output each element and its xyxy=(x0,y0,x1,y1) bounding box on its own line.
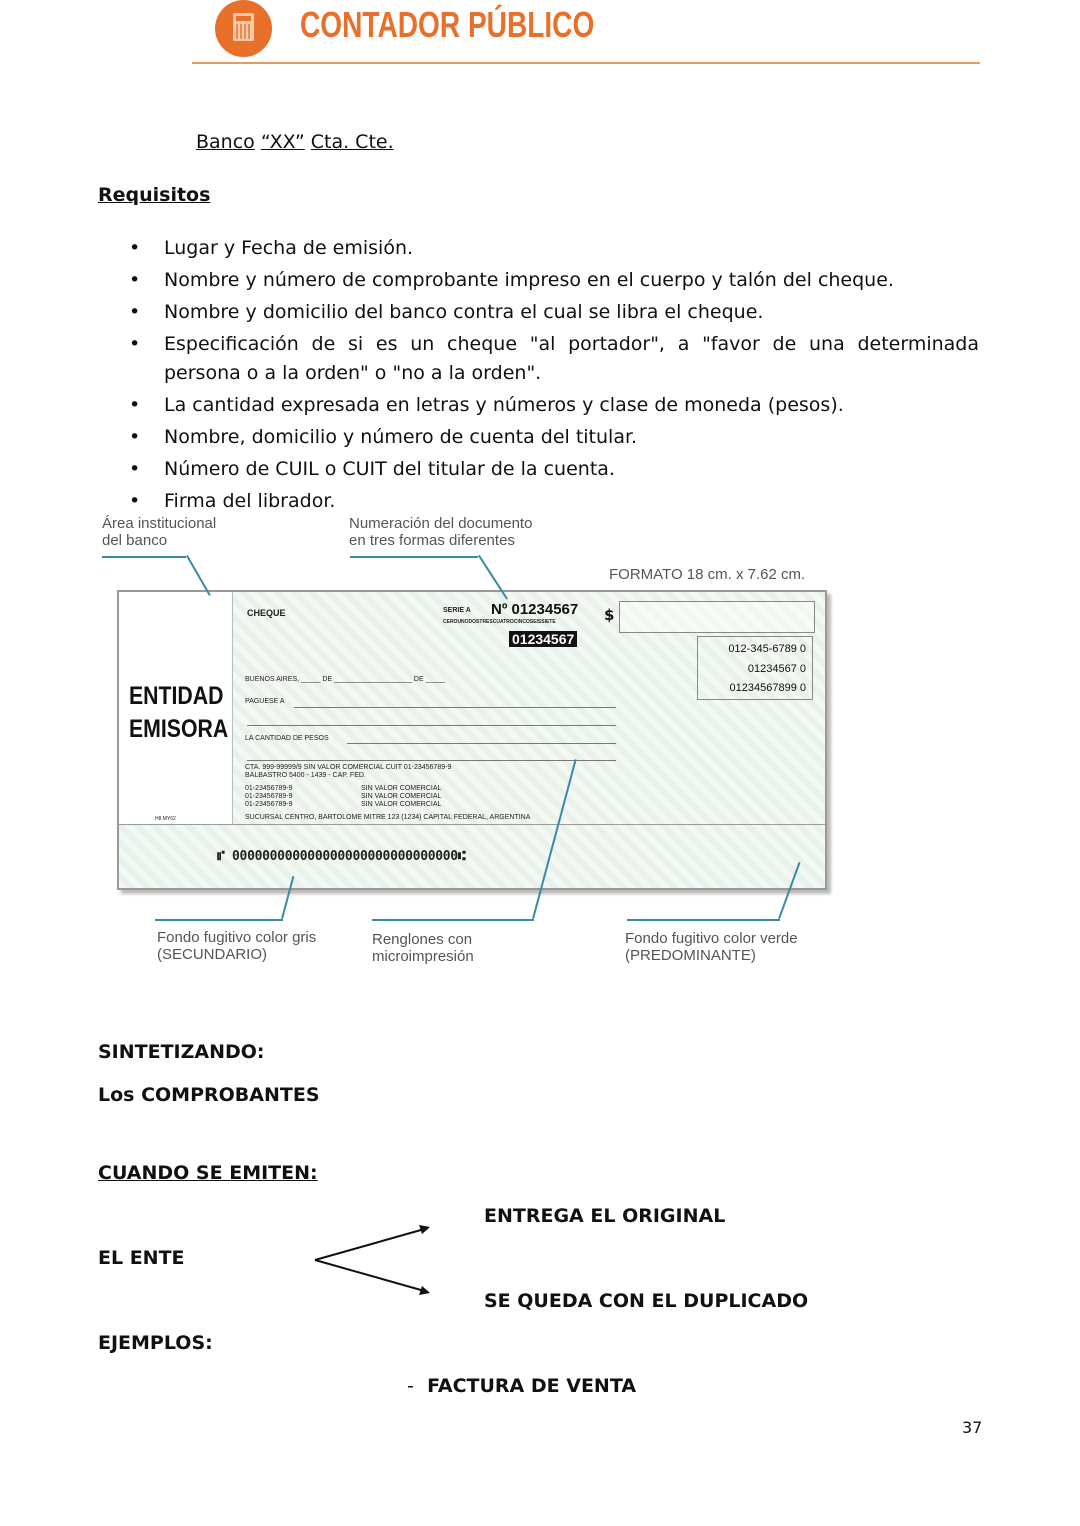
entity-name: ENTIDAD EMISORA xyxy=(129,682,229,743)
sintetizando-heading: SINTETIZANDO: xyxy=(98,1041,265,1063)
caption-area: Área institucional del banco xyxy=(102,515,217,549)
calculator-icon xyxy=(215,0,272,57)
list-item: • Lugar y Fecha de emisión. xyxy=(133,234,979,263)
caption-verde: Fondo fugitivo color verde (PREDOMINANTE) xyxy=(625,930,798,964)
caption-gris: Fondo fugitivo color gris (SECUNDARIO) xyxy=(157,929,317,963)
account-type: Cta. Cte. xyxy=(310,131,394,153)
ejemplos-heading: EJEMPLOS: xyxy=(98,1332,213,1354)
caption-numeracion: Numeración del documento en tres formas diferentes xyxy=(349,515,533,549)
pay-to: PAGUESE A xyxy=(245,698,285,705)
number-box: 01234567 xyxy=(509,631,577,647)
cheque-image xyxy=(117,590,827,890)
account-info: CTA. 999-99999/9 SIN VALOR COMERCIAL CUIT 01-23456789-9 BALBASTRO 5400 - 1439 - CAP. FED. xyxy=(245,764,452,779)
list-item: • Especificación de si es un cheque "al portador", a "favor de una determinada persona o a la orden" o "no a la orden". xyxy=(133,330,979,387)
cuando-heading: CUANDO SE EMITEN: xyxy=(98,1162,318,1184)
bank-name: “XX” xyxy=(260,131,305,153)
header-title: CONTADOR PÚBLICO xyxy=(300,4,595,45)
cheque-number: Nº 01234567 xyxy=(491,601,579,618)
account-numbers: 01-23456789-9 01-23456789-9 01-23456789-9 xyxy=(245,785,293,808)
sucursal: SUCURSAL CENTRO, BARTOLOME MITRE 123 (1234) CAPITAL FEDERAL, ARGENTINA xyxy=(245,814,531,821)
list-item: • Número de CUIL o CUIT del titular de la cuenta. xyxy=(133,455,979,484)
cheque-stub xyxy=(119,592,233,824)
header-divider xyxy=(192,62,980,64)
bank-word: Banco xyxy=(196,131,255,153)
caption-renglones: Renglones con microimpresión xyxy=(372,931,474,965)
micr-line: ⑈ 000000000000000000000000000000⑆ xyxy=(217,849,466,864)
queda-duplicado: SE QUEDA CON EL DUPLICADO xyxy=(484,1290,809,1312)
dollar-sign: $ xyxy=(604,606,615,624)
cheque-label: CHEQUE xyxy=(247,608,286,618)
list-item: • Nombre y número de comprobante impreso en el cuerpo y talón del cheque. xyxy=(133,266,979,295)
sin-valor: SIN VALOR COMERCIAL SIN VALOR COMERCIAL SIN VALOR COMERCIAL xyxy=(361,785,442,808)
list-item: • Nombre, domicilio y número de cuenta del titular. xyxy=(133,423,979,452)
number-words: CEROUNODOSTRESCUATROCINCOSEISSIETE xyxy=(443,619,556,625)
requisitos-heading: Requisitos xyxy=(98,184,211,206)
codes-box: 012-345-6789 0 01234567 0 01234567899 0 xyxy=(697,636,813,700)
ejemplo-item: - FACTURA DE VENTA xyxy=(407,1375,637,1397)
stub-code: H8 MY62 xyxy=(155,816,176,822)
comprobantes-heading: Los COMPROBANTES xyxy=(98,1084,320,1106)
list-item: • La cantidad expresada en letras y números y clase de moneda (pesos). xyxy=(133,391,979,420)
bank-line xyxy=(196,129,394,155)
list-item: • Firma del librador. xyxy=(133,487,979,516)
caption-formato: FORMATO 18 cm. x 7.62 cm. xyxy=(609,566,806,583)
amount-box xyxy=(619,601,815,633)
requisitos-list xyxy=(133,234,979,519)
branch-arrows-icon xyxy=(310,1220,440,1300)
el-ente: EL ENTE xyxy=(98,1247,185,1269)
entrega-original: ENTREGA EL ORIGINAL xyxy=(484,1205,726,1227)
place-date: BUENOS AIRES, _____ DE ____________________ DE _____ xyxy=(245,676,446,683)
amount-words: LA CANTIDAD DE PESOS xyxy=(245,735,329,742)
list-item: • Nombre y domicilio del banco contra el cual se libra el cheque. xyxy=(133,298,979,327)
serie-label: SERIE A xyxy=(443,607,471,614)
page-number: 37 xyxy=(962,1418,983,1437)
